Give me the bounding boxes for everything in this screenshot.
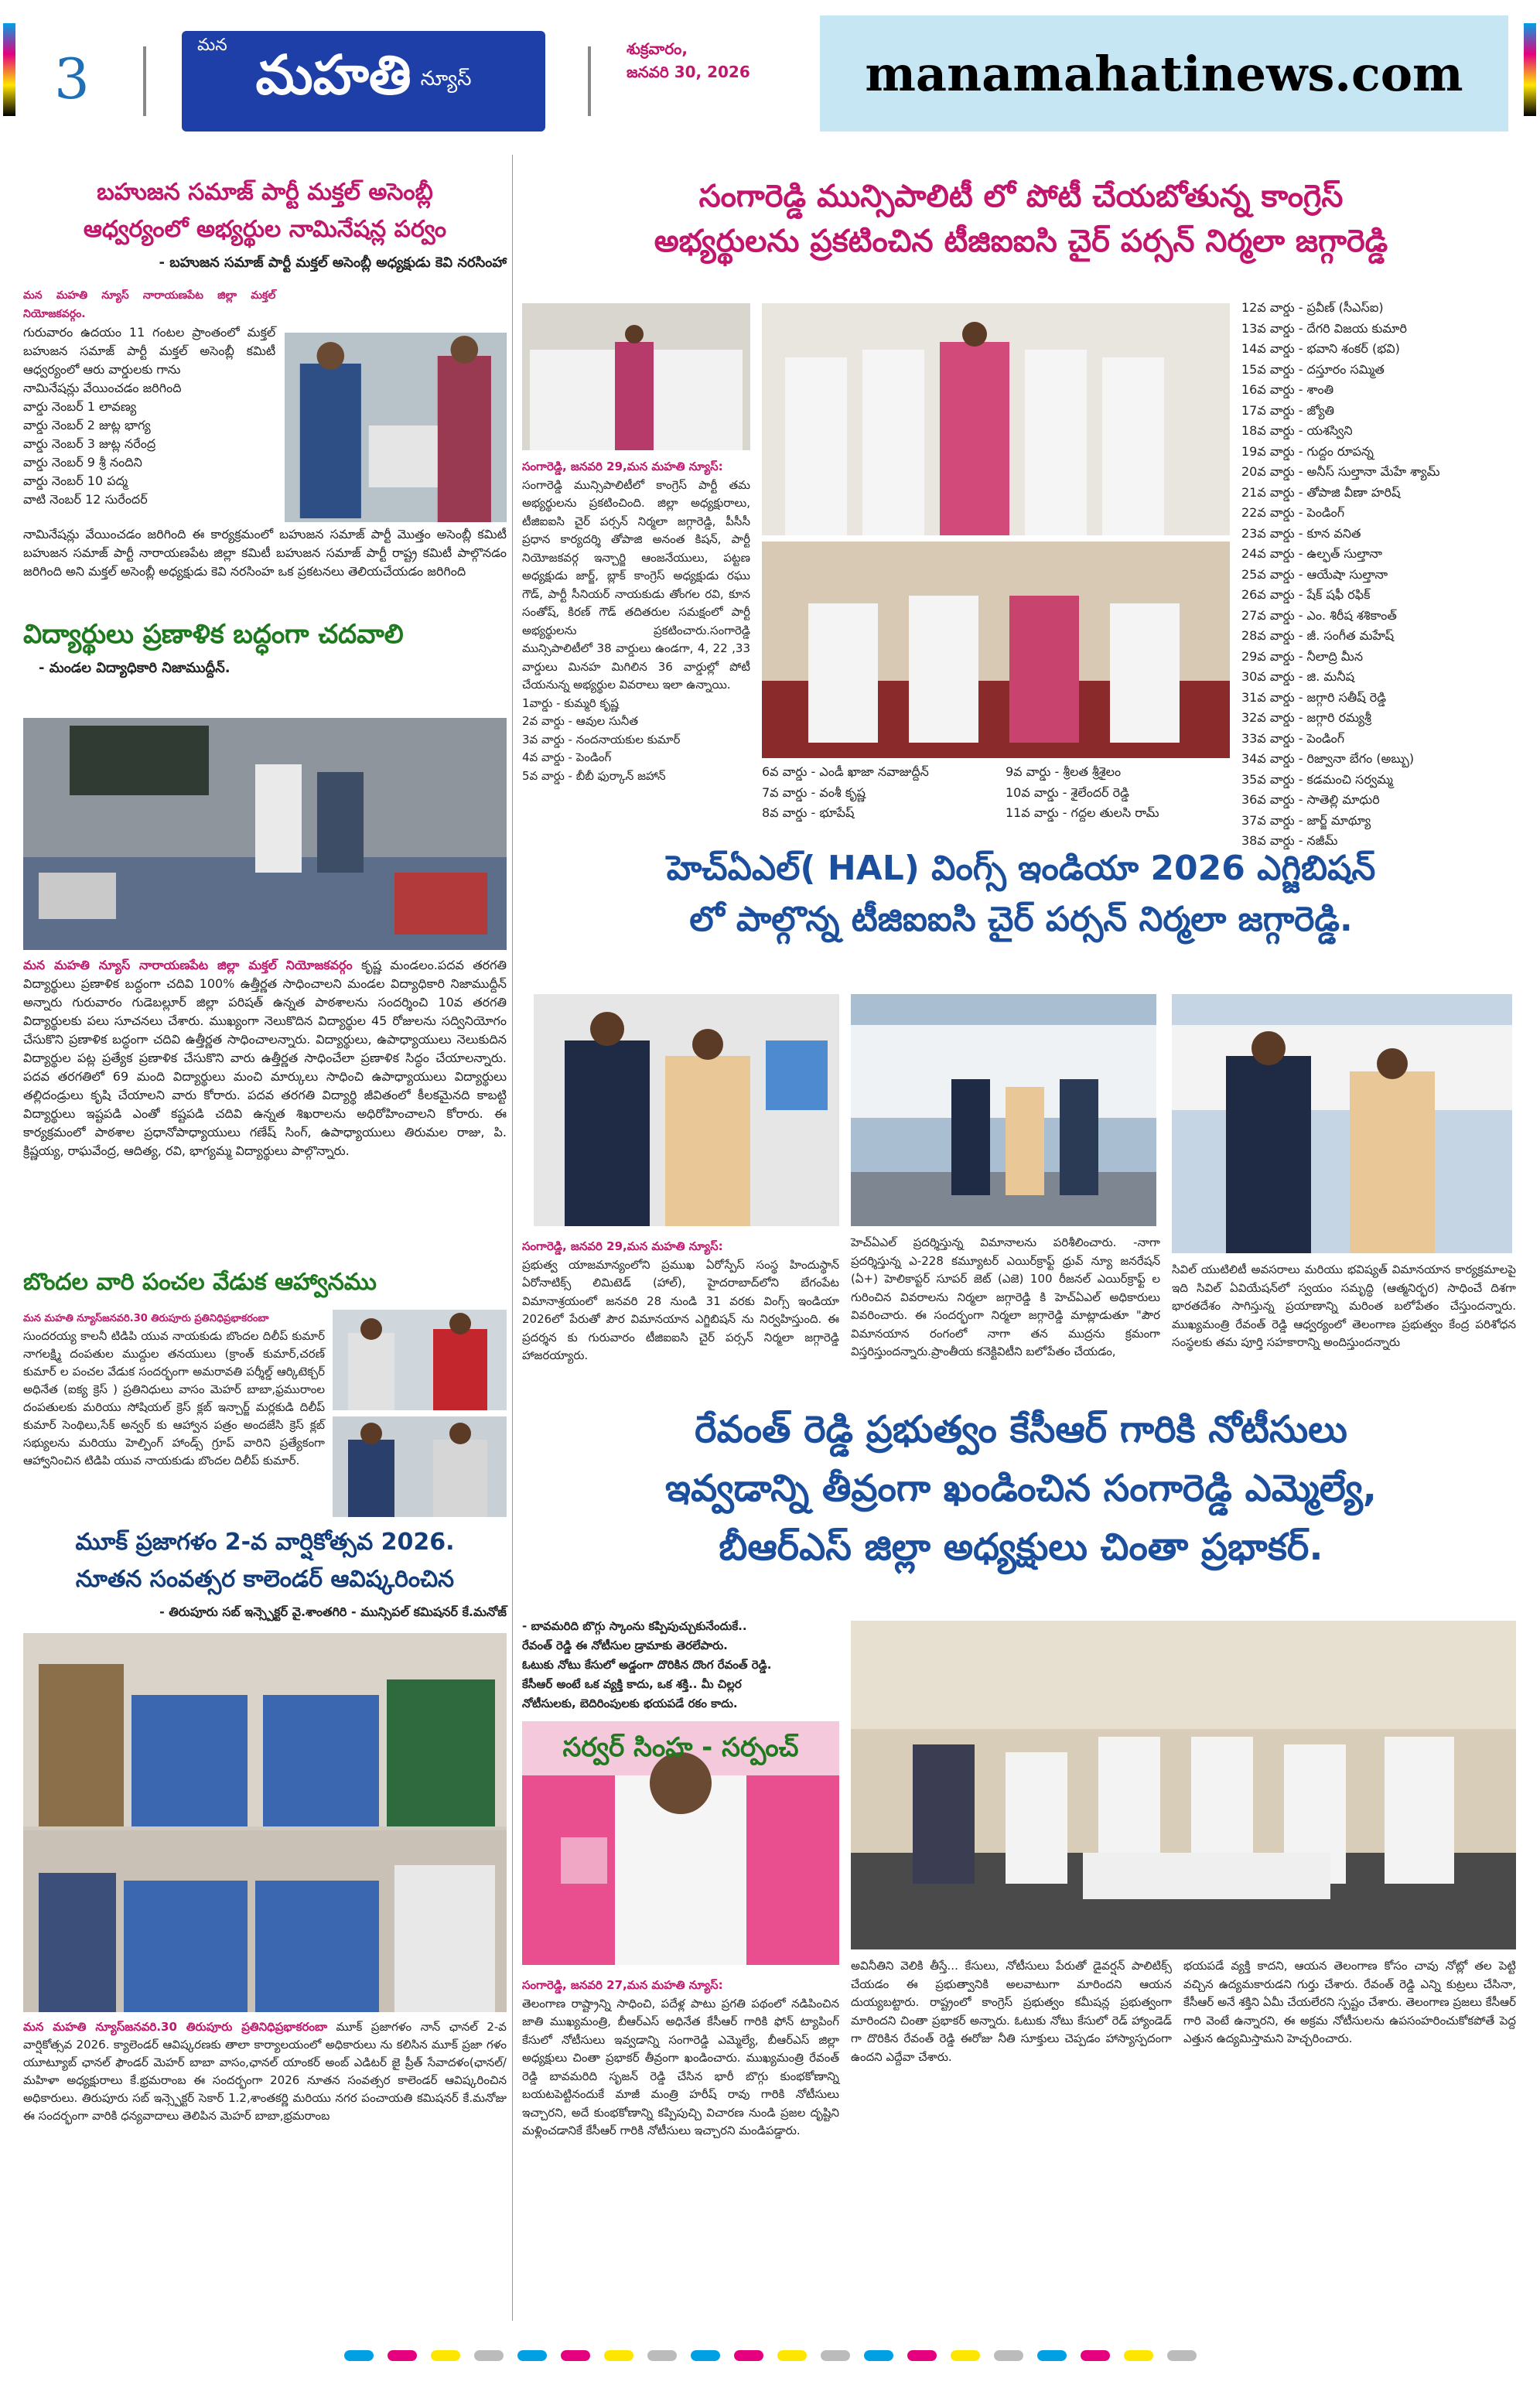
color-swatch [951,2350,980,2361]
color-swatch [561,2350,590,2361]
list-item: 2వ వార్డు - ఆవుల సునీత [522,714,638,728]
article-body: నామినేషన్లు వేయించడం జరిగింది ఈ కార్యక్రమంలో బహుజన సమాజ్ పార్టీ మొత్తం అసెంబ్లీ కమిటీ బహుజన సమాజ్ పార్టీ నారాయణపేట జిల్లా కమిటీ బహుజన సమాజ్ పార్టీ రాష్ట్ర కమిటీ పాల్గొనడం జరిగింది అని మక్తల్ అసెంబ్లీ అధ్యక్షుడు కెవి నరసింహ ఒక ప్రకటనలు తెలియచేయడం జరిగింది [23,527,507,579]
news-photo [333,1310,507,1410]
list-item: వార్డు నెంబర్ 2 జుట్ల భాగ్య [23,418,151,432]
news-photo [23,718,507,950]
list-item: 35వ వార్డు - కడమంచి సర్వమ్మ [1241,771,1393,787]
headline: లో పాల్గొన్న టీజిఐఐసి చైర్ పర్సన్ నిర్మలా జగ్గారెడ్డి. [689,900,1353,939]
list-item: 24వ వార్డు - ఉల్ఫత్ సుల్తానా [1241,546,1383,561]
ward-list [1006,762,1230,824]
list-item: 3వ వార్డు - నందనాయకుల కుమార్ [522,732,681,747]
issue-date-value: జనవరి 30, 2026 [627,63,750,81]
list-item: వార్డు నెంబర్ 9 శ్రీ నందిని [23,455,142,470]
headline: ఆధ్వర్యంలో అభ్యర్థుల నామినేషన్ల పర్వం [83,216,447,243]
article-body: కృష్ణ మండలం.పదవ తరగతి విద్యార్థులు ప్రణాళిక బద్ధంగా చదివి 100% ఉత్తీర్ణత సాధించాలని మండల విద్యాధికారి నిజాముద్దీన్ అన్నారు గురువారం గుడెబల్లూర్ జిల్లా పరిషత్ ఉన్నత పాఠశాలను సందర్శించి 10వ తరగతి విద్యార్థులకు పలు సూచనలు చేశారు. ముఖ్యంగా నెలుకొదిన విద్యార్థుల 45 రోజులను సద్వినియోగం చేసుకొని ప్రణాళిక బద్ధంగా చదివి ఉత్తీర్ణత సాధించాలన్నారు. విద్యార్థులు, ఉపాధ్యాయులు నెలుకుదిన విద్యార్థుల పట్ల ప్రత్యేక ప్రణాళిక చేసుకొని వారు ఉత్తీర్ణత సాధించేలా ప్రణాళిక సిద్ధం చేయాలన్నారు. పదవ తరగతిలో 69 మంది విద్యార్థులు మంచి మార్కులు సాధించి ఉపాధ్యాయులు విద్యార్థులు తల్లిదండ్రులు కృషి చేయాలని వారు కోరారు. పదవ తరగతి విద్యార్థి జీవితంలో కీలకమైనది కాబట్టి విద్యార్థులు ఇష్టపడి ఎంతో కష్టపడి చదివి ఉన్నత శిఖరాలను అధిరోహించాలని కోరారు. ఈ కార్యక్రమంలో పాఠశాల ప్రధానోపాధ్యాయులు గణేష్ సింగ్, ఉపాధ్యాయులు తిరుమల రాజు, పి. క్రిష్ణయ్య, రాఘవేంద్ర, ఆదిత్య, రవి, భాగ్యమ్మ విద్యార్థులు పాల్గొన్నారు. [23,958,507,1158]
article-bondala-invitation [23,1265,507,1517]
newspaper-logo[interactable] [182,31,545,132]
list-item: వార్డు నెంబర్ 1 లావణ్య [23,399,137,414]
color-swatch [474,2350,504,2361]
article-body: గురువారం ఉదయం 11 గంటల ప్రాంతంలో మక్తల్ బహుజన సమాజ్ పార్టీ మక్తల్ అసెంబ్లీ కమిటీ ఆధ్వర్యంలో ఆరు వార్డులకు గాను [23,325,276,377]
color-swatch [777,2350,807,2361]
list-item: ఓటుకు నోటు కేసులో అడ్డంగా దొరికిన దొంగ రేవంత్ రెడ్డి. [522,1658,772,1672]
list-item: 1వార్డు - కుమ్మరి కృష్ణ [522,695,619,710]
article-text [23,956,507,1160]
list-item: 30వ వార్డు - జి. మనీష [1241,669,1354,684]
list-item: 15వ వార్డు - దస్తూరం సమ్మిత [1241,361,1385,377]
article-kcr-notices [522,1400,1520,1577]
list-item: 37వ వార్డు - జార్జ్ మాథ్యూ [1241,812,1371,828]
color-swatch [647,2350,677,2361]
color-swatch [431,2350,460,2361]
ward-list [522,695,750,786]
list-item: 22వ వార్డు - పెండింగ్ [1241,505,1345,520]
page-number: 3 [54,46,90,111]
photo-overlay-text: సర్వర్ సింహ - సర్పంచ్ [562,1732,799,1763]
news-photo [522,1721,839,1965]
website-banner[interactable] [820,15,1508,132]
byline: - బహుజన సమాజ్ పార్టీ మక్తల్ అసెంబ్లీ అధ్యక్షుడు కెవి నరసింహా [159,255,507,271]
list-item: 20వ వార్డు - అనీస్ సుల్తానా మేహే శ్యామ్ [1241,464,1440,479]
news-photo [851,994,1156,1226]
color-swatch [821,2350,850,2361]
logo-main-text: మహతి [255,43,411,107]
list-item: 31వ వార్డు - జగ్గారి సతీష్ రెడ్డి [1241,689,1387,705]
list-item: 11వ వార్డు - గద్దల తులసి రామ్ [1006,805,1159,820]
article-body: మూక్ ప్రజాగళం నాన్ ఛానల్ 2-వ వార్షికోత్సవ 2026. క్యాలెండర్ ఆవిష్కరణకు తాలా కార్యాలయంలో అధికారులు ను కలిసిన మూక్ ప్రజా గళం యూట్యూబ్ ఛానల్ ఫౌండర్ మెహర్ బాబా వాసం,ఛానల్ యాంకర్ అంబ్ ఎడిటర్ జై ప్రీత్ సేవాదళం(ఛానల్/మహిళా అధ్యక్షురాలు కే.భ్రమరాంబ ఈ సందర్భంగా 2026 నూతన సంవత్సర కాలెండర్ ఆవిష్కరించిన అధికారులు. తిరుపూరు సబ్ ఇన్స్పెక్టర్ సెకార్ 1.2,శాంతకర్ణి మరియు నగర పంచాయతి కమిషనర్ కే.మనోజు ఈ సందర్భంగా వారికి ధన్యవాదాలు తెలిపిన మెహర్ బాబా,భ్రమరాంబ [23,2020,507,2123]
dateline: మన మహతి న్యూస్‌జనవరి.30 తిరుపూరు ప్రతినిధిప్రభాకరంబా [23,1313,269,1324]
color-swatch [994,2350,1023,2361]
list-item: 27వ వార్డు - ఎం. శిరీష శశికాంత్ [1241,607,1397,623]
dateline: సంగారెడ్డి, జనవరి 29,మన మహతి న్యూస్: [522,460,723,473]
dateline: సంగారెడ్డి, జనవరి 27,మన మహతి న్యూస్: [522,1978,723,1992]
news-photo [762,542,1230,758]
article-hal-wings-india [522,843,1520,945]
headline: సంగారెడ్డి మున్సిపాలిటీ లో పోటీ చేయబోతున్న కాంగ్రెస్ [698,179,1344,214]
dateline: మన మహతి న్యూస్ నారాయణపేట జిల్లా మక్తల్ నియోజకవర్గం. [23,289,276,320]
color-swatch [1037,2350,1067,2361]
website-url: manamahatinews.com [865,45,1463,102]
list-item: 34వ వార్డు - రిజ్వానా బేగం (అబ్బు) [1241,751,1415,766]
article-mook-calendar [23,1524,507,2125]
news-photo [762,303,1230,535]
list-item: 12వ వార్డు - ప్రవీణ్ (సీఎస్ఐ) [1241,300,1384,315]
list-item: 29వ వార్డు - నీలాద్రి మీన [1241,648,1364,664]
article-text [522,1238,839,1365]
color-swatch [864,2350,893,2361]
color-swatch [691,2350,720,2361]
color-swatch [1167,2350,1197,2361]
headline: బొందల వారి పంచల వేడుక ఆహ్వానము [23,1269,377,1296]
list-item: 13వ వార్డు - దేగరి విజయ కుమారి [1241,320,1407,336]
highlight-bullets [522,1617,843,1714]
news-photo [285,333,507,522]
list-item: 19వ వార్డు - గుద్దం రూపన్న [1241,443,1374,459]
color-swatch [604,2350,633,2361]
article-students-study [23,615,507,1160]
issue-date [627,37,750,84]
ward-list [1241,298,1520,852]
news-photo [522,303,750,450]
column-divider [512,155,513,2321]
list-item: 28వ వార్డు - జీ. సంగీత మహేష్ [1241,628,1395,643]
article-body: భయపడే వ్యక్తి కాదని, ఆయన తెలంగాణ కోసం చావు నోట్లో తల పెట్టి వచ్చిన ఉద్యమకారుడని గుర్తు చేశారు. రేవంత్ రెడ్డి ఎన్ని కుట్రలు చేసినా, కేసీఆర్ అనే శక్తిని ఏమీ చేయలేరని స్పష్టం చేశారు. తెలంగాణ ప్రజలు కేసీఆర్ గారి వెంటే ఉన్నారని, ఈ అక్రమ నోటీసులను ఉపసంహరించుకోకపోతే పెద్ద ఎత్తున ఉద్యమిస్తామని హెచ్చరించారు. [1183,1959,1516,2045]
list-item: 25వ వార్డు - ఆయేషా సుల్తానా [1241,566,1388,582]
news-photo [1172,994,1512,1253]
headline: బీఆర్ఎస్ జిల్లా అధ్యక్షులు చింతా ప్రభాకర్. [719,1526,1323,1569]
ward-list [23,398,275,509]
color-swatch [388,2350,417,2361]
headline: ఇవ్వడాన్ని తీవ్రంగా ఖండించిన సంగారెడ్డి ఎమ్మెల్యే, [664,1467,1378,1510]
list-item: 6వ వార్డు - ఎండీ ఖాజా నవాజుద్దీన్ [762,764,929,779]
list-item: 8వ వార్డు - భూపేష్ [762,805,855,820]
article-text [23,2018,507,2125]
article-body: సివిల్ యుటిలిటీ అవసరాలు మరియు భవిష్యత్ విమానయాన కార్యక్రమాలపై ఇది సివిల్ ఏవియేషన్‌లో స్వయం సమృద్ధి (ఆత్మనిర్భర) సాధించే దిశగా భారతదేశం సాగిస్తున్న ప్రయాణాన్ని మరింత బలోపేతం చేస్తుందన్నారు. ముఖ్యమంత్రి రేవంత్ రెడ్డి ఆధ్వర్యంలో తెలంగాణ ప్రభుత్వం కేంద్ర పరిశోధన సంస్థలకు తమ పూర్తి సహకారాన్ని అందిస్తుందన్నారు [1172,1263,1516,1349]
list-item: వార్డు నెంబర్ 3 జుట్ల నరేంద్ర [23,436,156,451]
article-text [522,1977,839,2141]
registration-mark-left [3,23,15,116]
list-item: వాటి నెంబర్ 12 సురేందర్ [23,492,148,507]
article-body: ప్రభుత్వ యాజమాన్యంలోని ప్రముఖ ఏరోస్పేస్ సంస్థ హిందుస్థాన్ ఏరోనాటిక్స్ లిమిటెడ్ (హాల్), హైదరాబాద్‌లోని బేగంపేట విమానాశ్రయంలో జనవరి 28 నుండి 31 వరకు వింగ్స్ ఇండియా 2026లో పేరుతో పౌర విమానయాన ఎగ్జిబిషన్ ను నిర్వహిస్తుంది. ఈ ప్రదర్శన కు గురువారం టీజిఐఐసి చైర్ పర్సన్ నిర్మలా జగ్గారెడ్డి హాజరయ్యారు. [522,1257,839,1362]
list-item: 16వ వార్డు - శాంతి [1241,382,1334,397]
list-item: 21వ వార్డు - తోపాజి వీణా హరిష్ [1241,484,1401,500]
list-item: 33వ వార్డు - పెండింగ్ [1241,730,1345,746]
headline: మూక్ ప్రజాగళం 2-వ వార్షికోత్సవ 2026. [75,1529,455,1556]
ward-list [762,762,994,824]
print-color-bar [0,2344,1540,2367]
list-item: 5వ వార్డు - బీబీ ఫుర్కాన్ జహాన్ [522,768,666,783]
logo-small-text: మన [197,36,227,55]
list-item: - బావమరిది బొగ్గు స్కాంను కప్పిపుచ్చుకునేందుకే.. [522,1619,747,1633]
byline: - తిరుపూరు సబ్ ఇన్స్పెక్టర్ వై.శాంతగిరి - మున్సిపల్ కమిషనర్ కే.మనోజ్ [159,1604,507,1619]
article-body: సుందరయ్య కాలనీ టిడిపి యువ నాయకుడు బొందల దిలీప్ కుమార్ నాగలక్ష్మి దంపతుల ముద్దుల తనయులు (క్రాంత్ కుమార్,చరణ్ కుమార్ ల పంచల వేడుక సందర్భంగా అమరావతి పర్శీల్డ్ ఆర్కిటెక్చర్ అధినేత (ఐక్య క్రెస్ ) ప్రతినిధులు వాసం మెహర్ బాబా,ఫ్రమురాంల దంపతులకు మరియు సోషియల్ క్రెస్ క్లబ్ ఇన్చార్జ్ మర్లకుడి దిలీప్ కుమార్ సెంథిలు,సేక్ అన్వర్ కు ఆహ్వాన పత్రం అందజేసి క్రెస్ క్లబ్ సభ్యులను మరియు హెల్పింగ్ హాండ్స్ గ్రూప్ వారిని ప్రత్యేకంగా ఆహ్వానించిన టిడిపి యువ నాయకుడు బొందల దిలీప్ కుమార్. [23,1329,325,1468]
color-swatch [517,2350,547,2361]
article-body: తెలంగాణ రాష్ట్రాన్ని సాధించి, పదేళ్ల పాటు ప్రగతి పథంలో నడిపించిన జాతి ముఖ్యమంత్రి, బీఆర్ఎస్ అధినేత కేసీఆర్ గారికి ఫోన్ ట్యాపింగ్ కేసులో నోటీసులు ఇవ్వడాన్ని సంగారెడ్డి ఎమ్మెల్యే, బీఆర్ఎస్ జిల్లా అధ్యక్షులు చింతా ప్రభాకర్ తీవ్రంగా ఖండించారు. ముఖ్యమంత్రి రేవంత్ రెడ్డి బావమరిది సృజన్ రెడ్డి చేసిన భారీ బొగ్గు కుంభకోణాన్ని బయటపెట్టినందుకే మాజీ మంత్రి హరీష్ రావు గారికి నోటీసులు ఇచ్చారని, అదే కుంభకోణాన్ని కప్పిపుచ్చి విచారణ నుండి ప్రజల దృష్టిని మళ్లించడానికే కేసీఆర్ గారికి నోటీసులు ఇచ్చారని మండిపడ్డారు. [522,1996,840,2137]
dateline: మన మహతి న్యూస్ నారాయణపేట జిల్లా మక్తల్ నియోజకవర్గం [23,958,353,972]
color-swatch [1124,2350,1153,2361]
list-item: నోటీసులకు, బెదిరింపులకు భయపడే రకం కాదు. [522,1696,738,1710]
masthead-divider [588,46,591,116]
list-item: వార్డు నెంబర్ 10 పద్మ [23,473,128,488]
list-item: 18వ వార్డు - యశస్విని [1241,423,1353,438]
list-item: 17వ వార్డు - జ్యోతి [1241,402,1334,418]
news-photo [23,1633,507,2012]
issue-day: శుక్రవారం, [627,39,688,58]
masthead [0,0,1540,147]
masthead-divider [143,46,146,116]
dateline: మన మహతి న్యూస్‌జనవరి.30 తిరుపూరు ప్రతినిధిప్రభాకరంబా [23,2020,328,2034]
list-item: 10వ వార్డు - శైలేందర్ రెడ్డి [1006,784,1130,800]
news-photo [851,1621,1516,1949]
list-item: 4వ వార్డు - పెండింగ్ [522,750,612,764]
list-item: కేసీఆర్ అంటే ఒక వ్యక్తి కాదు, ఒక శక్తి.. మీ చిల్లర [522,1677,742,1691]
logo-news-text: న్యూస్ [420,67,472,91]
article-text [522,458,750,785]
headline: విద్యార్థులు ప్రణాళిక బద్ధంగా చదవాలి [23,619,404,650]
list-item: 14వ వార్డు - భవాని శంకర్ (భవి) [1241,341,1400,356]
list-item: 7వ వార్డు - వంశీ కృష్ణ [762,784,866,800]
article-body: సంగారెడ్డి మున్సిపాలిటీలో కాంగ్రెస్ పార్టీ తమ అభ్యర్థులను ప్రకటించింది. జిల్లా అధ్యక్షురాలు, టీజిఐఐసి చైర్ పర్సన్ నిర్మలా జగ్గారెడ్డి, పీసీసీ ప్రధాన కార్యదర్శి తోపాజి అనంత కిషన్, పార్టీ నియోజకవర్గ ఇన్చార్జి ఆంజనేయులు, పట్టణ అధ్యక్షుడు జార్జ్, బ్లాక్ కాంగ్రెస్ అధ్యక్షుడు రఘు గౌడ్, పార్టీ సీనియర్ నాయకుడు తోంగల రవి, కూన సంతోష్, కిరణ్ గౌడ్ తదితరుల సమక్షంలో పార్టీ అభ్యర్థులను ప్రకటించారు.సంగారెడ్డి మున్సిపాలిటీలో 38 వార్డులు ఉండగా, 4, 22 ,33 వార్డులు మినహ మిగిలిన 36 వార్డుల్లో పోటీ చేయనున్న అభ్యర్థుల వివరాలు ఇలా ఉన్నాయి. [522,477,750,692]
article-bsp-nominations [23,174,507,581]
headline: బహుజన సమాజ్ పార్టీ మక్తల్ అసెంబ్లీ [97,179,433,206]
list-item: రేవంత్ రెడ్డి ఈ నోటీసుల డ్రామాకు తెరలేపారు. [522,1638,728,1652]
news-photo [333,1416,507,1517]
registration-mark-right [1524,23,1536,116]
headline: హెచ్ఏఎల్( HAL) వింగ్స్ ఇండియా 2026 ఎగ్జిబిషన్ [666,849,1376,888]
color-swatch [907,2350,937,2361]
list-item: 23వ వార్డు - కూన వనిత [1241,525,1361,541]
headline: అభ్యర్థులను ప్రకటించిన టీజిఐఐసి చైర్ పర్సన్ నిర్మలా జగ్గారెడ్డి [654,224,1388,259]
article-body: నామినేషన్లు వేయించడం జరిగింది [23,381,182,395]
article-body: హెచ్ఏఎల్ ప్రదర్శిస్తున్న విమానాలను పరిశీలించారు. -నాగా ప్రదర్శిస్తున్న ఎ-228 కమ్యూటర్ ఎయిర్‌క్రాఫ్ట్ ధ్రువ్ న్యూ జనరేషన్ (ఏ+) హెలికాప్టర్ సూపర్ జెట్ (ఎజె) 100 రీజనల్ ఎయిర్‌క్రాఫ్ట్ ల గురించిన వివరాలను నిర్మలా జగ్గారెడ్డి కి హెచ్ఏఎల్ అధికారులు వివరించారు. ఈ సందర్భంగా నిర్మలా జగ్గారెడ్డి మాట్లాడుతూ "పౌర విమానయాన రంగంలో నాగా తన ముద్రను క్రమంగా విస్తరిస్తుందన్నారు.ప్రాంతీయ కనెక్టివిటీని బలోపేతం చేయడం, [851,1235,1160,1358]
list-item: 32వ వార్డు - జగ్గారి రమ్యశ్రీ [1241,710,1371,725]
news-photo [534,994,839,1226]
headline: నూతన సంవత్సర కాలెండర్ ఆవిష్కరించిన [75,1566,455,1593]
list-item: 9వ వార్డు - శ్రీలత శ్రీశైలం [1006,764,1122,779]
color-swatch [344,2350,374,2361]
article-body: అవినీతిని వెలికి తీస్తే... కేసులు, నోటీసులు పేరుతో డైవర్షన్ పాలిటిక్స్ చేయడం ఈ ప్రభుత్వానికి అలవాటుగా మారిందని ఆయన దుయ్యబట్టారు. రాష్ట్రంలో కాంగ్రెస్ ప్రభుత్వం కమీషన్ల ప్రభుత్వంగా మారిందని చింతా ప్రభాకర్ అన్నారు. ఓటుకు నోటు కేసులో రెడ్ హ్యాండెడ్ గా దొరికిన రేవంత్ రెడ్డి ఈరోజు నీతి సూక్తులు చెప్పడం హాస్యాస్పదంగా ఉందని ఎద్దేవా చేశారు. [851,1959,1172,2064]
list-item: 26వ వార్డు - షేక్ షఫీ రఫిక్ [1241,587,1371,602]
headline: రేవంత్ రెడ్డి ప్రభుత్వం కేసీఆర్ గారికి నోటీసులు [695,1408,1347,1451]
list-item: 38వ వార్డు - నజీమ్ [1241,833,1338,848]
color-swatch [1081,2350,1110,2361]
article-congress-candidates [522,174,1520,264]
dateline: సంగారెడ్డి, జనవరి 29,మన మహతి న్యూస్: [522,1239,723,1253]
byline: - మండల విద్యాధికారి నిజాముద్దీన్. [39,660,230,676]
color-swatch [734,2350,763,2361]
list-item: 36వ వార్డు - సాతెల్లి మాధురి [1241,792,1380,807]
